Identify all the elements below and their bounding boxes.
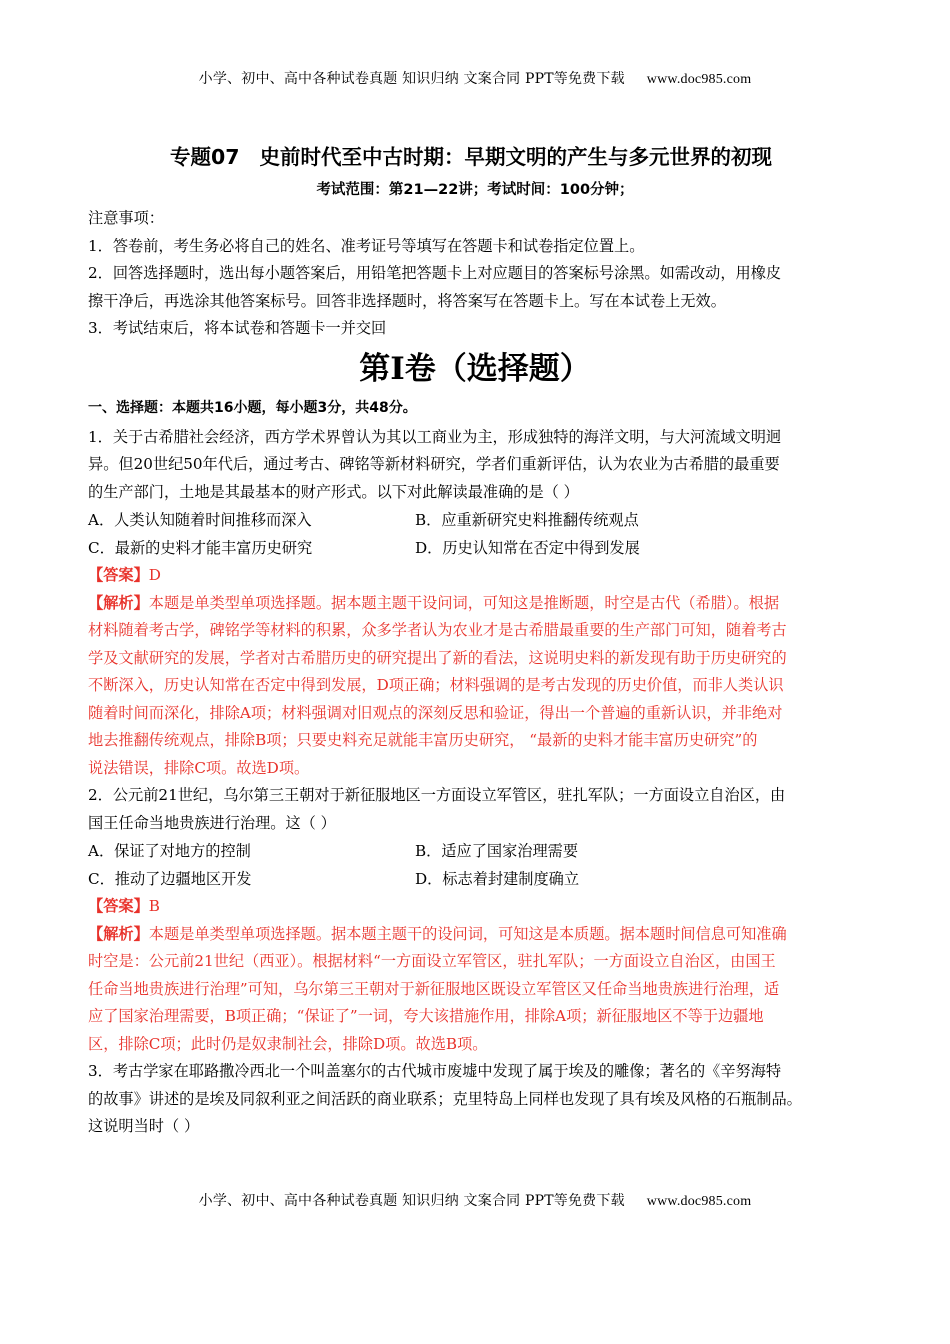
option-c: C．推动了边疆地区开发 (88, 870, 252, 888)
footer-link[interactable]: www.doc985.com (646, 1194, 752, 1209)
analysis-text: 本题是单类型单项选择题。据本题主题干的设问词，可知这是本质题。据本题时间信息可知准确 (148, 924, 787, 943)
analysis-line: 时空是：公元前21世纪（西亚）。根据材料“一方面设立军管区，驻扎军队；一方面设立自治区，由国王 (88, 952, 776, 970)
options-row (88, 534, 862, 562)
analysis-line (88, 590, 862, 618)
answer-line (88, 893, 862, 921)
answer-value: D (148, 566, 161, 584)
question-stem-line: 3．考古学家在耶路撒冷西北一个叫盖塞尔的古代城市废墟中发现了属于埃及的雕像；著名的《辛努海特 (88, 1062, 782, 1080)
options-row (88, 837, 862, 865)
analysis-line: 说法错误，排除C项。故选D项。 (88, 758, 310, 777)
analysis-line: 不断深入，历史认知常在否定中得到发展，D项正确；材料强调的是考古发现的历史价值，而非人类认识 (88, 676, 784, 694)
options-row (88, 865, 862, 893)
answer-tag: 【答案】 (88, 566, 149, 584)
option-a: A．保证了对地方的控制 (88, 842, 251, 860)
analysis-tag: 【解析】 (88, 924, 149, 943)
option-d: D．标志着封建制度确立 (415, 870, 580, 888)
page-title (80, 139, 862, 175)
analysis-line: 任命当地贵族进行治理”可知，乌尔第三王朝对于新征服地区既设立军管区又任命当地贵族进行治理，适 (88, 979, 780, 998)
options-row (88, 506, 862, 534)
option-a: A．人类认知随着时间推移而深入 (88, 511, 312, 529)
question-stem-line: 这说明当时（ ） (88, 1117, 200, 1135)
question-2 (88, 782, 862, 1058)
analysis-line: 随着时间而深化，排除A项；材料强调对旧观点的深刻反思和验证，得出一个普遍的重新认识，并非绝对 (88, 703, 783, 722)
notes-line: 擦干净后，再选涂其他答案标号。回答非选择题时，将答案写在答题卡上。写在本试卷上无效。 (88, 291, 726, 310)
volume-title: 第I卷（选择题） (359, 350, 591, 387)
header-link[interactable]: www.doc985.com (646, 72, 752, 87)
question-stem-line: 1．关于古希腊社会经济，西方学术界曾认为其以工商业为主，形成独特的海洋文明，与大河流域文明迥 (88, 427, 782, 446)
page-footer (0, 1190, 950, 1210)
analysis-line (88, 921, 862, 949)
analysis-line: 材料随着考古学，碑铭学等材料的积累，众多学者认为农业才是古希腊最重要的生产部门可知，随着考古 (88, 621, 787, 639)
exam-scope: 考试范围：第21—22讲；考试时间：100分钟； (316, 182, 634, 198)
notes-heading: 注意事项： (88, 209, 164, 227)
question-stem-line: 国王任命当地贵族进行治理。这（ ） (88, 813, 336, 832)
question-3 (88, 1058, 862, 1141)
notes-line: 3．考试结束后，将本试卷和答题卡一并交回 (88, 319, 387, 337)
analysis-line: 区，排除C项；此时仍是奴隶制社会，排除D项。故选B项。 (88, 1034, 488, 1053)
option-d: D．历史认知常在否定中得到发展 (415, 539, 640, 557)
option-b: B．应重新研究史料推翻传统观点 (415, 511, 639, 529)
header-text: 小学、初中、高中各种试卷真题 知识归纳 文案合同 PPT等免费下载 (198, 71, 625, 87)
answer-tag: 【答案】 (88, 897, 149, 915)
option-b: B．适应了国家治理需要 (415, 842, 579, 860)
page-header (0, 68, 950, 88)
topic-number: 专题07 (169, 145, 240, 169)
footer-text: 小学、初中、高中各种试卷真题 知识归纳 文案合同 PPT等免费下载 (198, 1193, 625, 1209)
answer-value: B (148, 897, 160, 915)
question-stem-line: 的生产部门，土地是其最基本的财产形式。以下对此解读最准确的是（ ） (88, 482, 579, 501)
question-stem-line: 2．公元前21世纪，乌尔第三王朝对于新征服地区一方面设立军管区，驻扎军队；一方面设立自治区，由 (88, 786, 786, 804)
topic-title: 史前时代至中古时期：早期文明的产生与多元世界的初现 (259, 145, 773, 169)
analysis-tag: 【解析】 (88, 593, 149, 612)
answer-block (88, 562, 862, 782)
notes-line: 1．答卷前，考生务必将自己的姓名、准考证号等填写在答题卡和试卷指定位置上。 (88, 236, 645, 255)
analysis-line: 应了国家治理需要，B项正确；“保证了”一词，夸大该措施作用，排除A项；新征服地区不等于边疆地 (88, 1007, 764, 1025)
section-heading: 一、选择题：本题共16小题，每小题3分，共48分。 (88, 399, 417, 416)
question-stem-line: 异。但20世纪50年代后，通过考古、碑铭等新材料研究，学者们重新评估，认为农业为古希腊的最重要 (88, 455, 780, 473)
analysis-text: 本题是单类型单项选择题。据本题主题干设问词，可知这是推断题，时空是古代（希腊）。根据 (148, 593, 780, 612)
option-c: C．最新的史料才能丰富历史研究 (88, 539, 313, 557)
analysis-line: 地去推翻传统观点，排除B项；只要史料充足就能丰富历史研究， “最新的史料才能丰富历史研究”的 (88, 731, 758, 749)
analysis-line: 学及文献研究的发展，学者对古希腊历史的研究提出了新的看法，这说明史料的新发现有助于历史研究的 (88, 648, 787, 667)
answer-block (88, 893, 862, 1058)
answer-line (88, 562, 862, 590)
question-stem-line: 的故事》讲述的是埃及同叙利亚之间活跃的商业联系；克里特岛上同样也发现了具有埃及风格的石瓶制品。 (88, 1089, 802, 1108)
question-1 (88, 424, 862, 783)
notes-block (88, 205, 862, 343)
notes-line: 2．回答选择题时，选出每小题答案后，用铅笔把答题卡上对应题目的答案标号涂黑。如需改动，用橡皮 (88, 264, 782, 282)
exam-content (88, 139, 862, 1141)
